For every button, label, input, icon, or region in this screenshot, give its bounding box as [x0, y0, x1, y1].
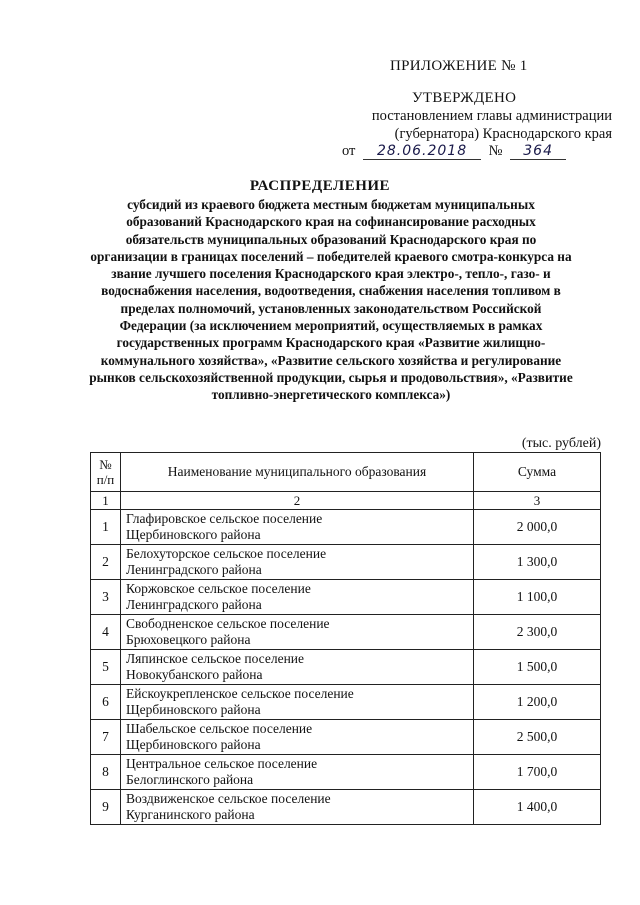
header-sum: Сумма: [474, 453, 601, 492]
municipality-name: [121, 720, 474, 755]
municipality-settlement: Свободненское сельское поселение: [126, 616, 330, 631]
row-number: 4: [91, 615, 121, 650]
municipality-settlement: Воздвиженское сельское поселение: [126, 791, 331, 806]
table-row: [91, 580, 601, 615]
number-prefix: №: [488, 143, 503, 159]
table-row: [91, 790, 601, 825]
row-number: 7: [91, 720, 121, 755]
municipality-settlement: Шабельское сельское поселение: [126, 721, 313, 736]
column-index-row: [91, 492, 601, 510]
row-number: 2: [91, 545, 121, 580]
handwritten-date: 28.06.2018: [363, 143, 481, 160]
subsidy-amount: 1 400,0: [474, 790, 601, 825]
handwritten-number: 364: [510, 143, 566, 160]
table-row: [91, 755, 601, 790]
municipality-district: Брюховецкого района: [126, 632, 251, 647]
row-number: 1: [91, 510, 121, 545]
municipality-district: Ленинградского района: [126, 562, 262, 577]
table-header-row: [91, 453, 601, 492]
column-index: 3: [474, 492, 601, 510]
row-number: 3: [91, 580, 121, 615]
subsidy-amount: 1 300,0: [474, 545, 601, 580]
distribution-table: [90, 452, 601, 825]
row-number: 6: [91, 685, 121, 720]
municipality-district: Курганинского района: [126, 807, 255, 822]
table-row: [91, 545, 601, 580]
municipality-district: Ленинградского района: [126, 597, 262, 612]
header-number-pp: п/п: [96, 472, 115, 487]
municipality-settlement: Белохуторское сельское поселение: [126, 546, 327, 561]
document-subtitle: субсидий из краевого бюджета местным бюджетам муниципальных образований Краснодарского края на софинансирование расходных обязательств муниципальных образований Краснодарского края по организации в границах поселений – победителей краевого смотра-конкурса на звание лучшего поселения Краснодарского края электро-, тепло-, газо- и водоснабжения населения, водоотведения, снабжения населения топливом в пределах полномочий, установленных законодательством Российской Федерации (за исключением мероприятий, осуществляемых в рамках государственных программ Краснодарского края «Развитие жилищно-коммунального хозяйства», «Развитие сельского хозяйства и регулирование рынков сельскохозяйственной продукции, сырья и продовольствия», «Развитие топливно-энергетического комплекса»): [89, 197, 573, 403]
subsidy-amount: 1 700,0: [474, 755, 601, 790]
subsidy-amount: 1 200,0: [474, 685, 601, 720]
table-row: [91, 720, 601, 755]
row-number: 8: [91, 755, 121, 790]
table-row: [91, 615, 601, 650]
municipality-settlement: Центральное сельское поселение: [126, 756, 318, 771]
subsidy-amount: 2 300,0: [474, 615, 601, 650]
municipality-name: [121, 545, 474, 580]
municipality-name: [121, 650, 474, 685]
approved-label: УТВЕРЖДЕНО: [412, 90, 517, 106]
table-row: [91, 510, 601, 545]
subsidy-amount: 2 500,0: [474, 720, 601, 755]
municipality-district: Белоглинского района: [126, 772, 254, 787]
document-title: РАСПРЕДЕЛЕНИЕ: [249, 178, 391, 194]
municipality-district: Щербиновского района: [126, 527, 261, 542]
municipality-settlement: Коржовское сельское поселение: [126, 581, 311, 596]
decree-date-line: [342, 143, 566, 160]
column-index: 2: [121, 492, 474, 510]
column-index: 1: [91, 492, 121, 510]
header-number: [91, 453, 121, 492]
municipality-settlement: Ляпинское сельское поселение: [126, 651, 305, 666]
date-prefix: от: [342, 143, 356, 159]
header-name: Наименование муниципального образования: [121, 453, 474, 492]
municipality-settlement: Глафировское сельское поселение: [126, 511, 323, 526]
municipality-district: Щербиновского района: [126, 702, 261, 717]
subsidy-amount: 2 000,0: [474, 510, 601, 545]
subsidy-amount: 1 500,0: [474, 650, 601, 685]
municipality-name: [121, 615, 474, 650]
municipality-name: [121, 580, 474, 615]
appendix-label: ПРИЛОЖЕНИЕ № 1: [390, 58, 528, 74]
table-row: [91, 685, 601, 720]
municipality-name: [121, 510, 474, 545]
municipality-settlement: Ейскоукрепленское сельское поселение: [126, 686, 354, 701]
header-number-sign: №: [99, 457, 112, 472]
municipality-name: [121, 790, 474, 825]
decree-line-1: постановлением главы администрации: [371, 108, 612, 124]
row-number: 5: [91, 650, 121, 685]
row-number: 9: [91, 790, 121, 825]
municipality-district: Щербиновского района: [126, 737, 261, 752]
municipality-district: Новокубанского района: [126, 667, 263, 682]
units-label: (тыс. рублей): [521, 436, 601, 451]
subsidy-amount: 1 100,0: [474, 580, 601, 615]
municipality-name: [121, 685, 474, 720]
municipality-name: [121, 755, 474, 790]
decree-line-2: (губернатора) Краснодарского края: [394, 126, 612, 142]
table-row: [91, 650, 601, 685]
